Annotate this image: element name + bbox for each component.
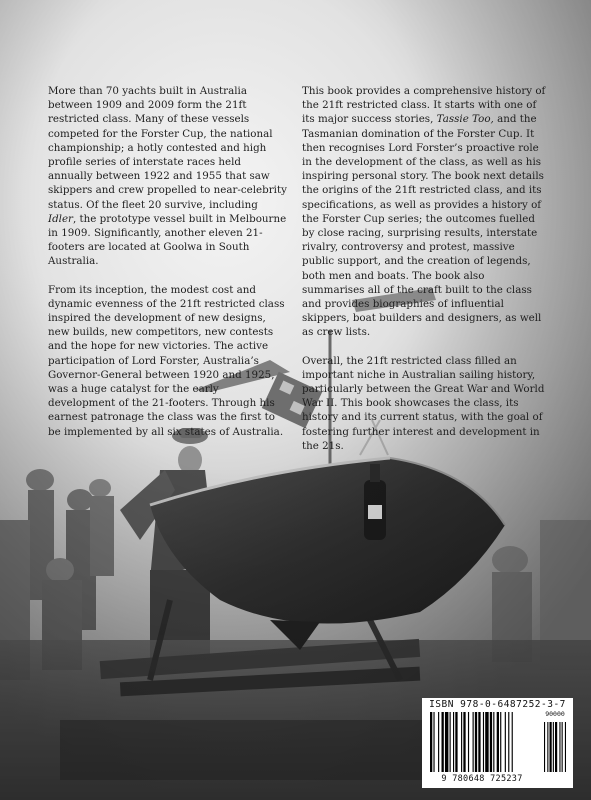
left-paragraph-1-part1: More than 70 yachts built in Australia between 1909 and 2009 form the 21ft restricted class. Many of these vessels competed for the Forster Cup, the national championship; a hotly contested and high profile series of interstate races held annually between 1922 and 1955 that saw skippers and crew propelled to near-celebrity status. Of the fleet 20 survive, including [48,85,287,211]
right-paragraph-1-part2: and the Tasmanian domination of the Forster Cup. It then recognises Lord Forster’s proactive role in the development of the class, as well as his inspiring personal story. The book next details the origins of the 21ft restricted class, and its specifications, as well as provides a history of the Forster Cup series; the outcomes fuelled by close racing, surprising results, interstate rivalry, controversy and protest, massive public support, and the creation of legends, both men and boats. The book also summarises all of the craft built to the class and provides biographies of influential skippers, boat builders and designers, as well as crew lists. [302,113,544,339]
isbn-label: ISBN 978-0-6487252-3-7 [429,699,566,710]
right-paragraph-1 [302,84,550,340]
isbn-barcode [422,698,573,788]
left-paragraph-1 [48,84,288,269]
addon-digits: 90000 [545,710,565,718]
barcode-bars [430,712,570,774]
left-paragraph-2: From its inception, the modest cost and dynamic evenness of the 21ft restricted class inspired the development of new designs, new builds, new competitors, new contests and the hope for new victories. The active participation of Lord Forster, Australia’s Governor-General between 1920 and 1925, was a huge catalyst for the early development of the 21-footers. Through his earnest patronage the class was the first to be implemented by all six states of Australia. [48,283,285,438]
ean-digits: 9 780648 725237 [441,774,523,784]
left-text-column [48,84,288,453]
right-paragraph-1-part1: This book provides a comprehensive history of the 21ft restricted class. It starts with one of its major success stories, [302,85,546,126]
left-paragraph-1-part2: , the prototype vessel built in Melbourne in 1909. Significantly, another eleven 21-footers are located at Goolwa in South Australia. [48,212,287,268]
right-text-column [302,84,550,467]
right-paragraph-2: Overall, the 21ft restricted class filled an important niche in Australian sailing history, particularly between the Great War and World War II. This book showcases the class, its history and its current status, with the goal of fostering further interest and development in the 21s. [302,354,545,452]
left-paragraph-1-italic: Idler [48,212,73,225]
right-paragraph-1-italic: Tassie Too, [436,113,494,126]
